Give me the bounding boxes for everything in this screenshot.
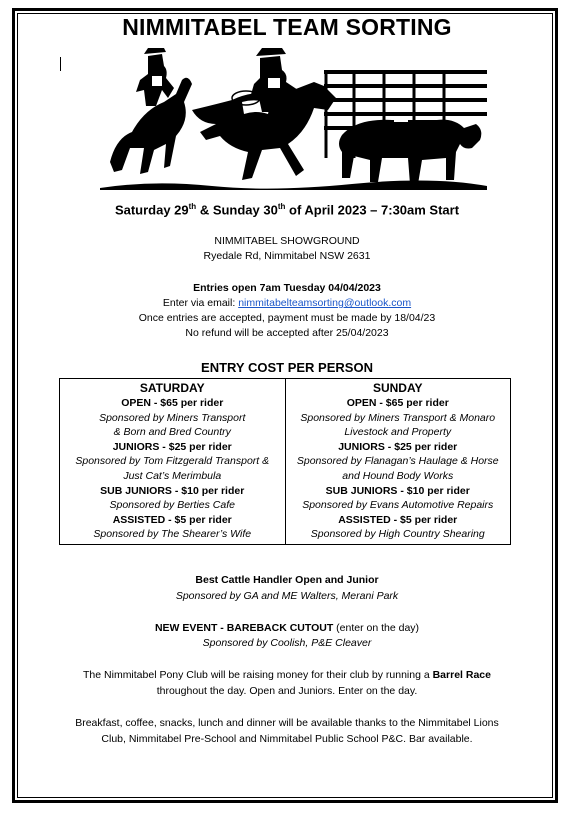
saturday-column xyxy=(60,379,286,545)
date-sup-2: th xyxy=(277,202,286,211)
sat-open-price: OPEN - $65 per rider xyxy=(121,397,224,409)
sun-assisted-sponsor: Sponsored by High Country Shearing xyxy=(310,528,485,541)
handler-award-sponsor: Sponsored by GA and ME Walters, Merani Park xyxy=(175,590,399,602)
bareback-title: NEW EVENT - BAREBACK CUTOUT xyxy=(154,622,334,634)
bareback-event-line xyxy=(0,621,574,636)
saturday-heading: SATURDAY xyxy=(139,381,205,395)
page-title: NIMMITABEL TEAM SORTING xyxy=(122,14,452,40)
entries-open: Entries open 7am Tuesday 04/04/2023 xyxy=(193,282,381,294)
venue-name: NIMMITABEL SHOWGROUND xyxy=(214,235,360,247)
email-prefix: Enter via email: xyxy=(162,297,239,309)
date-saturday: Saturday 29 xyxy=(114,202,189,218)
sat-juniors-sponsor-2: Just Cat’s Merimbula xyxy=(123,469,222,482)
sun-juniors-price: JUNIORS - $25 per rider xyxy=(338,440,458,453)
food-line-1: Breakfast, coffee, snacks, lunch and dinner will be available thanks to the Nimmitabel Lions xyxy=(75,717,499,729)
sunday-heading: SUNDAY xyxy=(372,381,423,395)
sun-open-price: OPEN - $65 per rider xyxy=(346,397,449,409)
sat-open-sponsor-2: & Born and Bred Country xyxy=(113,426,231,439)
pony-club-text: The Nimmitabel Pony Club will be raising money for their club by running a xyxy=(83,669,433,681)
sun-sub-juniors-price: SUB JUNIORS - $10 per rider xyxy=(325,484,470,497)
sun-open-sponsor: Sponsored by Miners Transport & Monaro xyxy=(300,411,496,424)
date-sup-1: th xyxy=(188,202,197,211)
sat-sub-juniors-price: SUB JUNIORS - $10 per rider xyxy=(100,484,245,497)
bareback-sponsor: Sponsored by Coolish, P&E Cleaver xyxy=(202,637,372,649)
event-date xyxy=(0,202,574,217)
team-sorting-illustration-icon xyxy=(92,40,487,190)
entries-payment: Once entries are accepted, payment must be made by 18/04/23 xyxy=(138,312,436,324)
bareback-note: (enter on the day) xyxy=(333,622,420,634)
entries-email-line xyxy=(0,296,574,311)
sat-sub-juniors-sponsor: Sponsored by Berties Cafe xyxy=(109,499,235,512)
sunday-column xyxy=(285,379,511,545)
sat-juniors-price: JUNIORS - $25 per rider xyxy=(112,440,232,453)
entry-cost-table xyxy=(59,378,511,545)
sun-sub-juniors-sponsor: Sponsored by Evans Automotive Repairs xyxy=(302,499,494,512)
pony-club-line-2: throughout the day. Open and Juniors. Enter on the day. xyxy=(156,685,418,697)
venue-address: Ryedale Rd, Nimmitabel NSW 2631 xyxy=(203,250,371,262)
sat-open-sponsor: Sponsored by Miners Transport xyxy=(99,411,246,424)
table-row xyxy=(60,379,511,545)
sat-assisted-sponsor: Sponsored by The Shearer’s Wife xyxy=(93,528,252,541)
sun-juniors-sponsor: Sponsored by Flanagan’s Haulage & Horse xyxy=(296,455,499,468)
pony-club-line-1 xyxy=(0,668,574,683)
text-cursor xyxy=(60,57,61,71)
sat-assisted-price: ASSISTED - $5 per rider xyxy=(112,513,232,526)
handler-award-title: Best Cattle Handler Open and Junior xyxy=(195,574,379,586)
date-start-time: of April 2023 – 7:30am Start xyxy=(285,202,460,218)
sat-juniors-sponsor: Sponsored by Tom Fitzgerald Transport & xyxy=(75,455,270,468)
sun-assisted-price: ASSISTED - $5 per rider xyxy=(338,513,458,526)
date-sunday: & Sunday 30 xyxy=(196,202,278,218)
barrel-race: Barrel Race xyxy=(432,669,491,681)
sun-open-sponsor-2: Livestock and Property xyxy=(344,426,452,439)
food-line-2: Club, Nimmitabel Pre-School and Nimmitabel Public School P&C. Bar available. xyxy=(101,733,473,745)
email-link[interactable]: nimmitabelteamsorting@outlook.com xyxy=(238,297,412,309)
cost-heading: ENTRY COST PER PERSON xyxy=(201,360,373,375)
sun-juniors-sponsor-2: and Hound Body Works xyxy=(342,469,454,482)
entries-refund: No refund will be accepted after 25/04/2023 xyxy=(185,327,389,339)
